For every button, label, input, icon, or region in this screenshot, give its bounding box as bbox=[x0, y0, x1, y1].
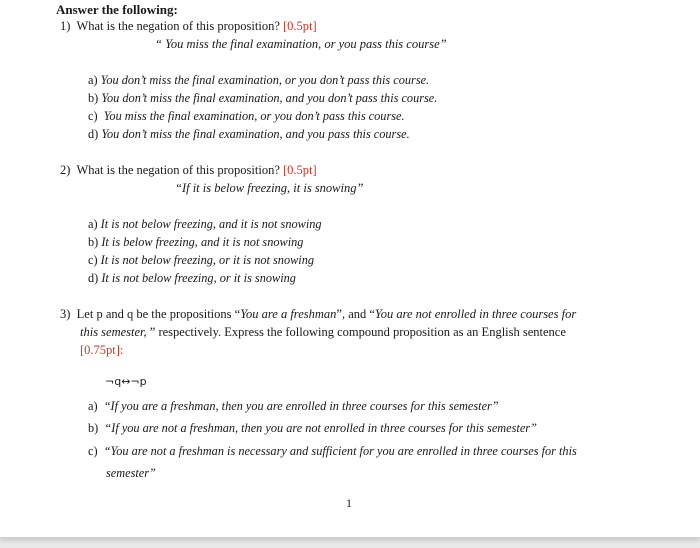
question-2-option-a bbox=[88, 217, 322, 232]
question-3-option-c-continued: semester” bbox=[106, 466, 156, 480]
question-3-text-c: ”, and “ bbox=[336, 307, 375, 321]
option-letter: a) bbox=[88, 399, 98, 413]
question-1-option-b bbox=[88, 91, 437, 106]
question-3-number: 3) bbox=[60, 307, 71, 321]
option-text: It is not below freezing, or it is snowing bbox=[101, 271, 296, 285]
heading: Answer the following: bbox=[56, 2, 178, 17]
question-3-line-2 bbox=[80, 325, 566, 340]
question-2-option-c bbox=[88, 253, 314, 268]
question-2-option-b bbox=[88, 235, 303, 250]
option-text: You miss the final examination, or you don’t pass this course. bbox=[103, 109, 405, 123]
option-text: “If you are not a freshman, then you are not enrolled in three courses for this semester” bbox=[104, 421, 537, 435]
question-3-expression: ¬q↔¬p bbox=[105, 375, 147, 388]
question-3-instruction: ” respectively. Express the following compound proposition as an English sentence bbox=[146, 325, 566, 339]
question-1-option-d bbox=[88, 127, 410, 142]
question-2-text: What is the negation of this proposition? bbox=[76, 163, 280, 177]
option-letter: b) bbox=[88, 91, 99, 105]
option-letter: c) bbox=[88, 253, 98, 267]
question-1 bbox=[60, 19, 317, 34]
question-1-text: What is the negation of this proposition? bbox=[76, 19, 280, 33]
option-text: It is not below freezing, and it is not snowing bbox=[100, 217, 322, 231]
question-3-prop-p: You are a freshman bbox=[240, 307, 337, 321]
option-letter: d) bbox=[88, 271, 99, 285]
question-3-points: [0.75pt]: bbox=[80, 343, 124, 357]
question-3-prop-q-cont: this semester, bbox=[80, 325, 147, 339]
question-3-text-a: Let p and q be the propositions “ bbox=[76, 307, 241, 321]
question-1-points: [0.5pt] bbox=[283, 19, 317, 33]
option-text: It is below freezing, and it is not snowing bbox=[101, 235, 304, 249]
question-2-points: [0.5pt] bbox=[283, 163, 317, 177]
option-text: “You are not a freshman is necessary and sufficient for you are enrolled in three courses for this bbox=[103, 444, 577, 458]
option-text: You don’t miss the final examination, or you don’t pass this course. bbox=[100, 73, 430, 87]
option-letter: a) bbox=[88, 73, 98, 87]
question-2 bbox=[60, 163, 317, 178]
page-number: 1 bbox=[346, 496, 352, 510]
question-1-option-a bbox=[88, 73, 429, 88]
option-letter: c) bbox=[88, 109, 98, 123]
question-2-proposition: “If it is below freezing, it is snowing” bbox=[175, 181, 364, 195]
question-2-number: 2) bbox=[60, 163, 71, 177]
question-1-number: 1) bbox=[60, 19, 71, 33]
option-letter: c) bbox=[88, 444, 98, 458]
option-text: It is not below freezing, or it is not snowing bbox=[100, 253, 315, 267]
option-letter: b) bbox=[88, 421, 99, 435]
question-3-line-1 bbox=[60, 307, 576, 322]
question-3-option-a bbox=[88, 399, 499, 414]
question-1-option-c bbox=[88, 109, 405, 124]
option-text: You don’t miss the final examination, and you don’t pass this course. bbox=[101, 91, 438, 105]
question-3-prop-q: You are not enrolled in three courses for bbox=[374, 307, 577, 321]
option-text: “If you are a freshman, then you are enrolled in three courses for this semester” bbox=[103, 399, 499, 413]
question-2-option-d bbox=[88, 271, 296, 286]
question-1-proposition: “ You miss the final examination, or you pass this course” bbox=[155, 37, 447, 51]
option-letter: d) bbox=[88, 127, 99, 141]
option-letter: b) bbox=[88, 235, 99, 249]
question-3-option-b bbox=[88, 421, 537, 436]
option-letter: a) bbox=[88, 217, 98, 231]
question-3-option-c bbox=[88, 444, 577, 459]
option-text: You don’t miss the final examination, and you pass this course. bbox=[101, 127, 410, 141]
